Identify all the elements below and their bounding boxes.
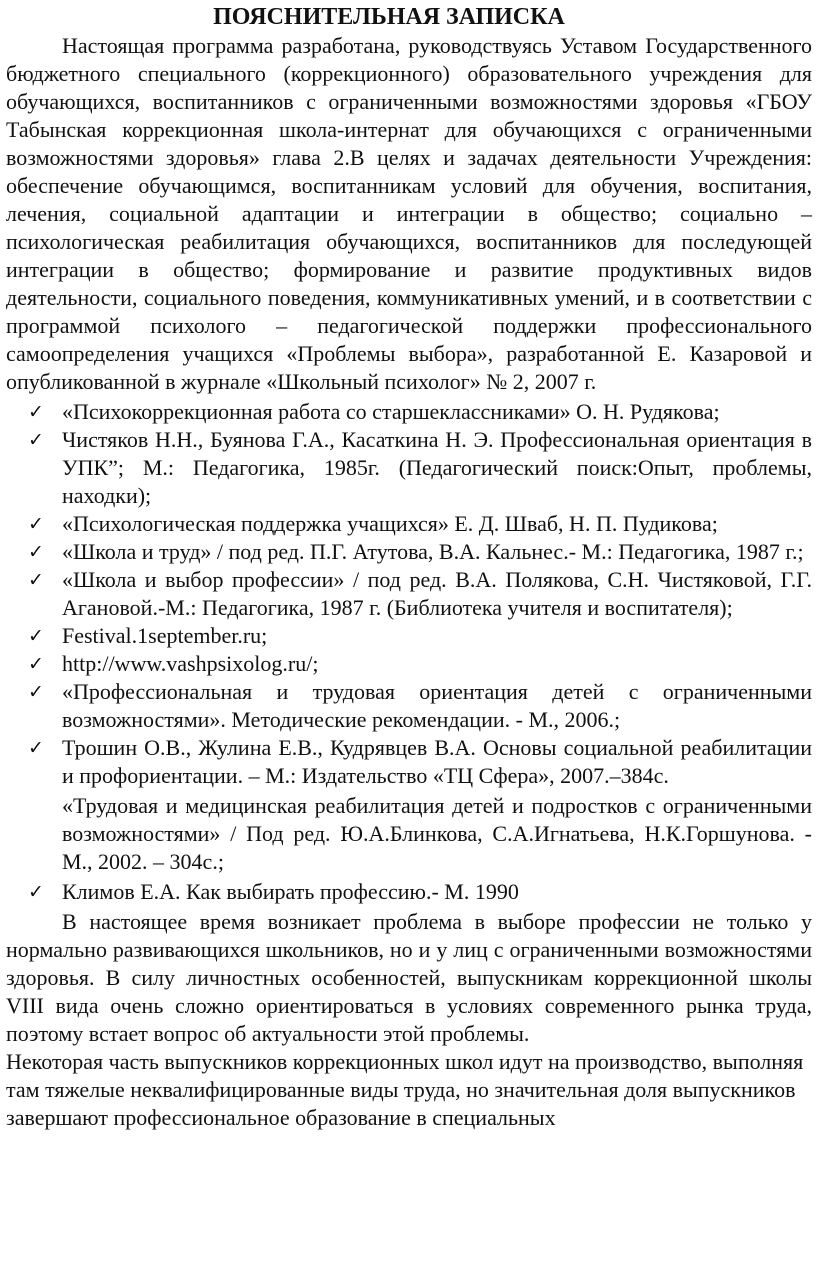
reference-text: http://www.vashpsixolog.ru/; [62,651,319,676]
reference-item [6,538,812,566]
check-mark-icon: ✓ [28,625,44,647]
reference-text: «Психокоррекционная работа со старшеклассниками» О. Н. Рудякова; [62,399,720,424]
reference-text: Чистяков Н.Н., Буянова Г.А., Касаткина Н. Э. Профессиональная ориентация в УПК”; М.: Педагогика, 1985г. (Педагогический поиск:Опыт, проблемы, находки); [62,427,812,508]
reference-text: «Психологическая поддержка учащихся» Е. Д. Шваб, Н. П. Пудикова; [62,511,718,536]
reference-continuation: «Трудовая и медицинская реабилитация детей и подростков с ограниченными возможностями» / Под ред. Ю.А.Блинкова, С.А.Игнатьева, Н.К.Горшунова. - М., 2002. – 304с.; [62,793,812,874]
check-mark-icon: ✓ [28,653,44,675]
intro-paragraph: Настоящая программа разработана, руководствуясь Уставом Государственного бюджетного специального (коррекционного) образовательного учреждения для обучающихся, воспитанников с ограниченными возможностями здоровья «ГБОУ Табынская коррекционная школа-интернат для обучающихся с ограниченными возможностями здоровья» глава 2.В целях и задачах деятельности Учреждения: обеспечение обучающимся, воспитанникам условий для обучения, воспитания, лечения, социальной адаптации и интеграции в общество; социально – психологическая реабилитация обучающихся, воспитанников для последующей интеграции в общество; формирование и развитие продуктивных видов деятельности, социального поведения, коммуникативных умений, и в соответствии с программой психолого – педагогической поддержки профессионального самоопределения учащихся «Проблемы выбора», разработанной Е. Казаровой и опубликованной в журнале «Школьный психолог» № 2, 2007 г. [6,33,812,394]
reference-item [6,650,812,678]
reference-item [6,878,812,906]
reference-item [6,510,812,538]
reference-text: «Школа и выбор профессии» / под ред. В.А. Полякова, С.Н. Чистяковой, Г.Г. Агановой.-М.: Педагогика, 1987 г. (Библиотека учителя и воспитателя); [62,567,812,620]
reference-item [6,734,812,790]
check-mark-icon: ✓ [28,737,44,759]
body-paragraph: В настоящее время возникает проблема в выборе профессии не только у нормально развивающихся школьников, но и у лиц с ограниченными возможностями здоровья. В силу личностных особенностей, выпускникам коррекционной школы VIII вида очень сложно ориентироваться в условиях современного рынка труда, поэтому встает вопрос об актуальности этой проблемы. [6,909,812,1046]
check-mark-icon: ✓ [28,401,44,423]
reference-item [6,622,812,650]
check-mark-icon: ✓ [28,429,44,451]
check-mark-icon: ✓ [28,541,44,563]
reference-text: «Профессиональная и трудовая ориентация детей с ограниченными возможностями». Методические рекомендации. - М., 2006.; [62,679,812,732]
check-mark-icon: ✓ [28,681,44,703]
reference-list [6,398,812,790]
reference-item [6,426,812,510]
reference-item [6,398,812,426]
reference-text: Festival.1september.ru; [62,623,268,648]
reference-text: «Школа и труд» / под ред. П.Г. Атутова, В.А. Кальнес.- М.: Педагогика, 1987 г.; [62,539,804,564]
reference-item [6,566,812,622]
check-mark-icon: ✓ [28,569,44,591]
reference-text: Климов Е.А. Как выбирать профессию.- М. 1990 [62,879,519,904]
reference-list-tail [6,878,812,906]
body-paragraph: Некоторая часть выпускников коррекционных школ идут на производство, выполняя там тяжелые неквалифицированные виды труда, но значительная доля выпускников завершают профессиональное образование в специальных [6,1049,804,1130]
document-title: ПОЯСНИТЕЛЬНАЯ ЗАПИСКА [213,4,565,30]
reference-item [6,678,812,734]
reference-text: Трошин О.В., Жулина Е.В., Кудрявцев В.А. Основы социальной реабилитации и профориентации. – М.: Издательство «ТЦ Сфера», 2007.–384с. [62,735,812,788]
check-mark-icon: ✓ [28,513,44,535]
check-mark-icon: ✓ [28,881,44,903]
